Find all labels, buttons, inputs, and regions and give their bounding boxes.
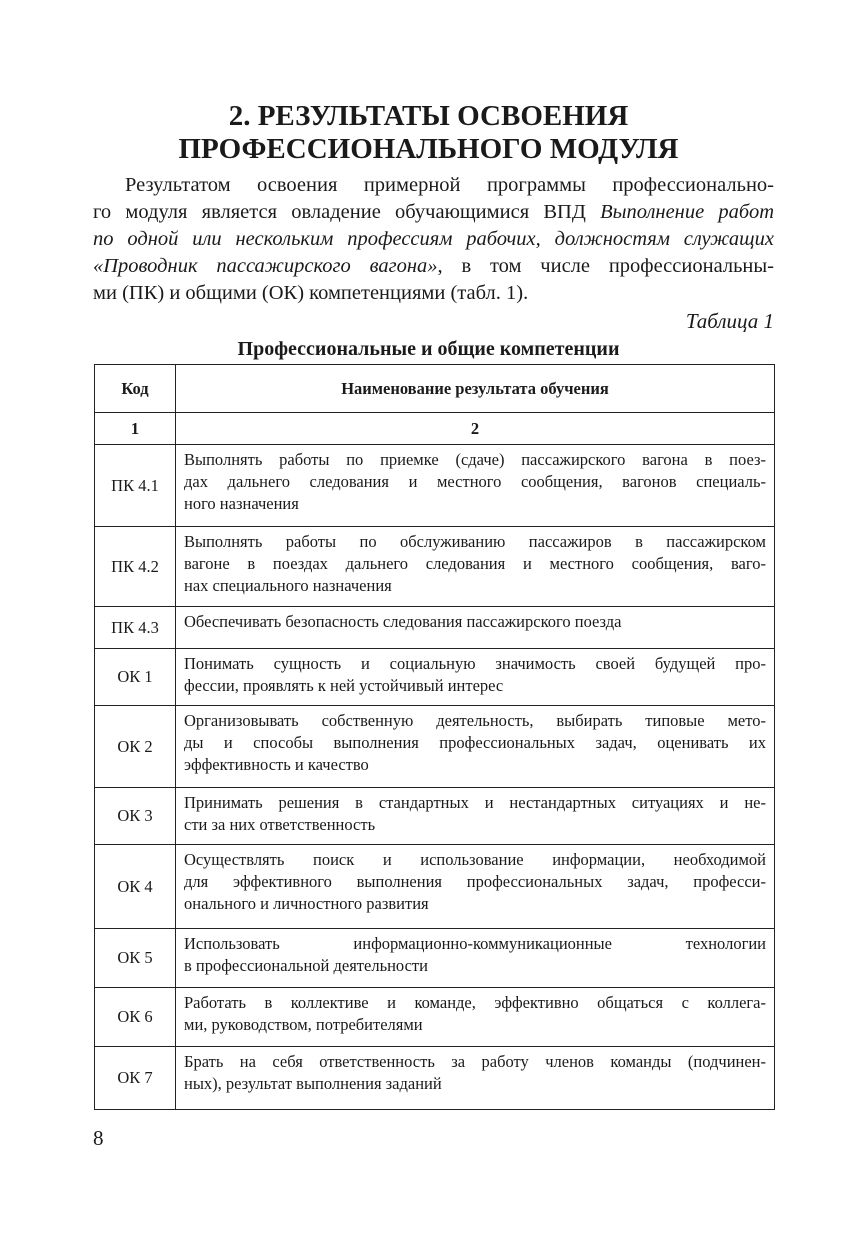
description-line: ного назначения (184, 494, 299, 513)
competency-description (176, 607, 775, 649)
page-number: 8 (93, 1126, 104, 1150)
table-row (95, 1047, 775, 1110)
description-line: для эффективного выполнения профессиональных задач, професси- (184, 872, 766, 891)
header-result-name: Наименование результата обучения (176, 365, 775, 413)
intro-line-1: Результатом освоения примерной программы профессионально- (125, 174, 774, 196)
table-header-row (95, 365, 775, 413)
table-caption: Профессиональные и общие компетенции (237, 338, 620, 360)
competency-code: ПК 4.3 (95, 607, 176, 649)
description-line: фессии, проявлять к ней устойчивый интерес (184, 676, 504, 695)
table-row (95, 988, 775, 1047)
intro-line-2 (93, 199, 774, 226)
description-line: эффективность и качество (184, 755, 369, 774)
competency-description (176, 706, 775, 788)
table-row (95, 845, 775, 929)
description-line: ми, руководством, потребителями (184, 1015, 423, 1034)
table-row (95, 649, 775, 706)
description-line: сти за них ответственность (184, 815, 376, 834)
column-number-1: 1 (95, 413, 176, 445)
competency-code: ОК 7 (95, 1047, 176, 1110)
section-title (0, 100, 857, 166)
competencies-table (94, 364, 775, 1110)
description-line: Выполнять работы по приемке (сдаче) пассажирского вагона в поез- (184, 450, 766, 469)
description-line: дах дальнего следования и местного сообщения, вагонов специаль- (184, 472, 766, 491)
intro-line-4-text: , в том числе профессиональны- (437, 255, 774, 277)
intro-profession: «Проводник пассажирского вагона» (93, 255, 438, 277)
description-line: Осуществлять поиск и использование информации, необходимой (184, 850, 766, 869)
competency-description (176, 527, 775, 607)
table-row (95, 788, 775, 845)
intro-paragraph (93, 172, 774, 307)
intro-line-4 (93, 253, 774, 280)
intro-line-2-text: го модуля является овладение обучающимися ВПД (93, 201, 601, 223)
competency-code: ОК 3 (95, 788, 176, 845)
competency-code: ОК 1 (95, 649, 176, 706)
table-row (95, 929, 775, 988)
section-title-line-2: ПРОФЕССИОНАЛЬНОГО МОДУЛЯ (178, 133, 679, 165)
table-row (95, 607, 775, 649)
intro-activity-type: Выполнение работ (600, 201, 775, 223)
intro-line-3 (93, 226, 774, 253)
table-column-numbers-row (95, 413, 775, 445)
competency-description (176, 788, 775, 845)
section-title-line-1: 2. РЕЗУЛЬТАТЫ ОСВОЕНИЯ (228, 100, 629, 132)
competency-code: ОК 6 (95, 988, 176, 1047)
competency-code: ПК 4.2 (95, 527, 176, 607)
competency-code: ОК 5 (95, 929, 176, 988)
description-line: в профессиональной деятельности (184, 956, 428, 975)
competency-description (176, 445, 775, 527)
competency-code: ОК 2 (95, 706, 176, 788)
description-line: Понимать сущность и социальную значимость своей будущей про- (184, 654, 766, 673)
description-line: Использовать информационно-коммуникационные технологии (184, 934, 766, 953)
table-row (95, 527, 775, 607)
description-line: Брать на себя ответственность за работу членов команды (подчинен- (184, 1052, 766, 1071)
competency-code: ПК 4.1 (95, 445, 176, 527)
header-code: Код (95, 365, 176, 413)
description-line: Работать в коллективе и команде, эффективно общаться с коллега- (184, 993, 766, 1012)
competency-code: ОК 4 (95, 845, 176, 929)
competency-description (176, 988, 775, 1047)
table-row (95, 706, 775, 788)
description-line: вагоне в поездах дальнего следования и местного сообщения, ваго- (184, 554, 766, 573)
description-line: онального и личностного развития (184, 894, 429, 913)
description-line: Выполнять работы по обслуживанию пассажиров в пассажирском (184, 532, 766, 551)
table-number: Таблица 1 (685, 309, 774, 333)
column-number-2: 2 (176, 413, 775, 445)
description-line: ных), результат выполнения заданий (184, 1074, 442, 1093)
intro-activity-type-cont: по одной или нескольким профессиям рабочих, должностям служащих (93, 228, 774, 250)
intro-line-5: ми (ПК) и общими (ОК) компетенциями (табл. 1). (93, 282, 529, 304)
description-line: Принимать решения в стандартных и нестандартных ситуациях и не- (184, 793, 766, 812)
table-row (95, 445, 775, 527)
description-line: ды и способы выполнения профессиональных задач, оценивать их (184, 733, 766, 752)
competency-description (176, 929, 775, 988)
description-line: нах специального назначения (184, 576, 392, 595)
competency-description (176, 845, 775, 929)
competency-description (176, 649, 775, 706)
description-line: Организовывать собственную деятельность, выбирать типовые мето- (184, 711, 766, 730)
description-line: Обеспечивать безопасность следования пассажирского поезда (184, 612, 622, 631)
competency-description (176, 1047, 775, 1110)
